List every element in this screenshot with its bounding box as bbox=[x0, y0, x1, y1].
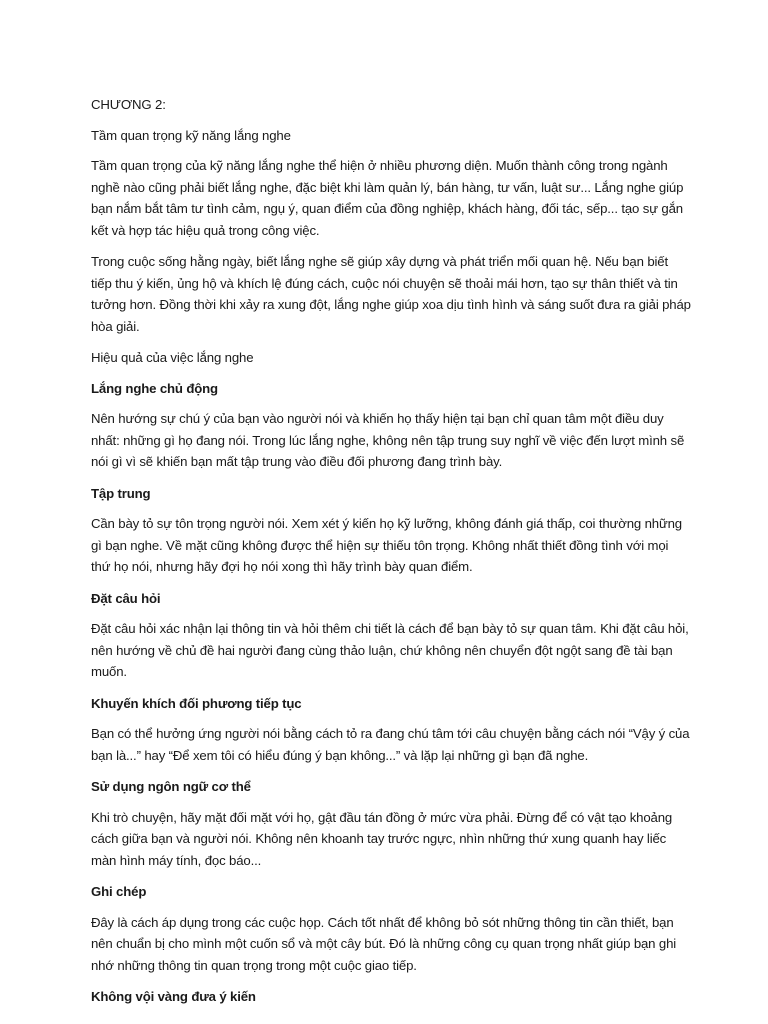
section-heading-note-taking: Ghi chép bbox=[91, 884, 147, 899]
section-body-encourage: Bạn có thể hưởng ứng người nói bằng cách tỏ ra đang chú tâm tới câu chuyện bằng cách nói “Vậy ý của bạn là...” hay “Để xem tôi có hiểu đúng ý bạn không...” và lặp lại những gì bạn đã nghe. bbox=[91, 726, 690, 763]
section-heading-body-language: Sử dụng ngôn ngữ cơ thể bbox=[91, 779, 251, 794]
section-heading-no-rush: Không vội vàng đưa ý kiến bbox=[91, 989, 256, 1004]
chapter-label: CHƯƠNG 2: bbox=[91, 97, 166, 112]
document-body bbox=[91, 94, 691, 1017]
section-subtitle: Hiệu quả của việc lắng nghe bbox=[91, 350, 254, 365]
section-body-note-taking: Đây là cách áp dụng trong các cuộc họp. Cách tốt nhất để không bỏ sót những thông tin cần thiết, bạn nên chuẩn bị cho mình một cuốn sổ và một cây bút. Đó là những công cụ quan trọng nhất giúp bạn ghi nhớ những thông tin quan trọng trong một cuộc giao tiếp. bbox=[91, 914, 677, 973]
intro-paragraph-2: Trong cuộc sống hằng ngày, biết lắng nghe sẽ giúp xây dựng và phát triển mối quan hệ. Nếu bạn biết tiếp thu ý kiến, ủng hộ và khích lệ đúng cách, cuộc nói chuyện sẽ thoải mái hơn, tạo sự thân thiết và tin tưởng hơn. Đồng thời khi xảy ra xung đột, lắng nghe giúp xoa dịu tình hình và sáng suốt đưa ra giải pháp hòa giải. bbox=[91, 254, 691, 334]
section-heading-focus: Tập trung bbox=[91, 485, 151, 501]
section-body-focus: Cần bày tỏ sự tôn trọng người nói. Xem xét ý kiến họ kỹ lưỡng, không đánh giá thấp, coi thường những gì bạn nghe. Về mặt cũng không được thể hiện sự thiếu tôn trọng. Không nhất thiết đồng tình với mọi thứ họ nói, nhưng hãy đợi họ nói xong thì hãy trình bày quan điểm. bbox=[91, 516, 682, 574]
document-title: Tầm quan trọng kỹ năng lắng nghe bbox=[91, 127, 291, 143]
section-heading-active-listening: Lắng nghe chủ động bbox=[91, 380, 218, 396]
section-heading-ask-questions: Đặt câu hỏi bbox=[91, 590, 161, 606]
section-body-active-listening: Nên hướng sự chú ý của bạn vào người nói và khiến họ thấy hiện tại bạn chỉ quan tâm một điều duy nhất: những gì họ đang nói. Trong lúc lắng nghe, không nên tập trung suy nghĩ về việc đến lượt mình sẽ nói gì vì sẽ khiến bạn mất tập trung vào điều đối phương đang trình bày. bbox=[91, 411, 685, 469]
section-body-body-language: Khi trò chuyện, hãy mặt đối mặt với họ, gật đầu tán đồng ở mức vừa phải. Đừng để có vật tạo khoảng cách giữa bạn và người nói. Không nên khoanh tay trước ngực, nhìn những thứ xung quanh hay liếc màn hình máy tính, đọc báo... bbox=[91, 809, 673, 868]
intro-paragraph-1: Tầm quan trọng của kỹ năng lắng nghe thể hiện ở nhiều phương diện. Muốn thành công trong ngành nghề nào cũng phải biết lắng nghe, đặc biệt khi làm quản lý, bán hàng, tư vấn, luật sư... Lắng nghe giúp bạn nắm bắt tâm tư tình cảm, ngụ ý, quan điểm của đồng nghiệp, khách hàng, đối tác, sếp... tạo sự gắn kết và hợp tác hiệu quả trong công việc. bbox=[91, 158, 684, 238]
section-body-ask-questions: Đặt câu hỏi xác nhận lại thông tin và hỏi thêm chi tiết là cách để bạn bày tỏ sự quan tâm. Khi đặt câu hỏi, nên hướng về chủ đề hai người đang cùng thảo luận, chứ không nên chuyển đột ngột sang đề tài bạn muốn. bbox=[91, 621, 689, 679]
section-heading-encourage: Khuyến khích đối phương tiếp tục bbox=[91, 695, 302, 711]
